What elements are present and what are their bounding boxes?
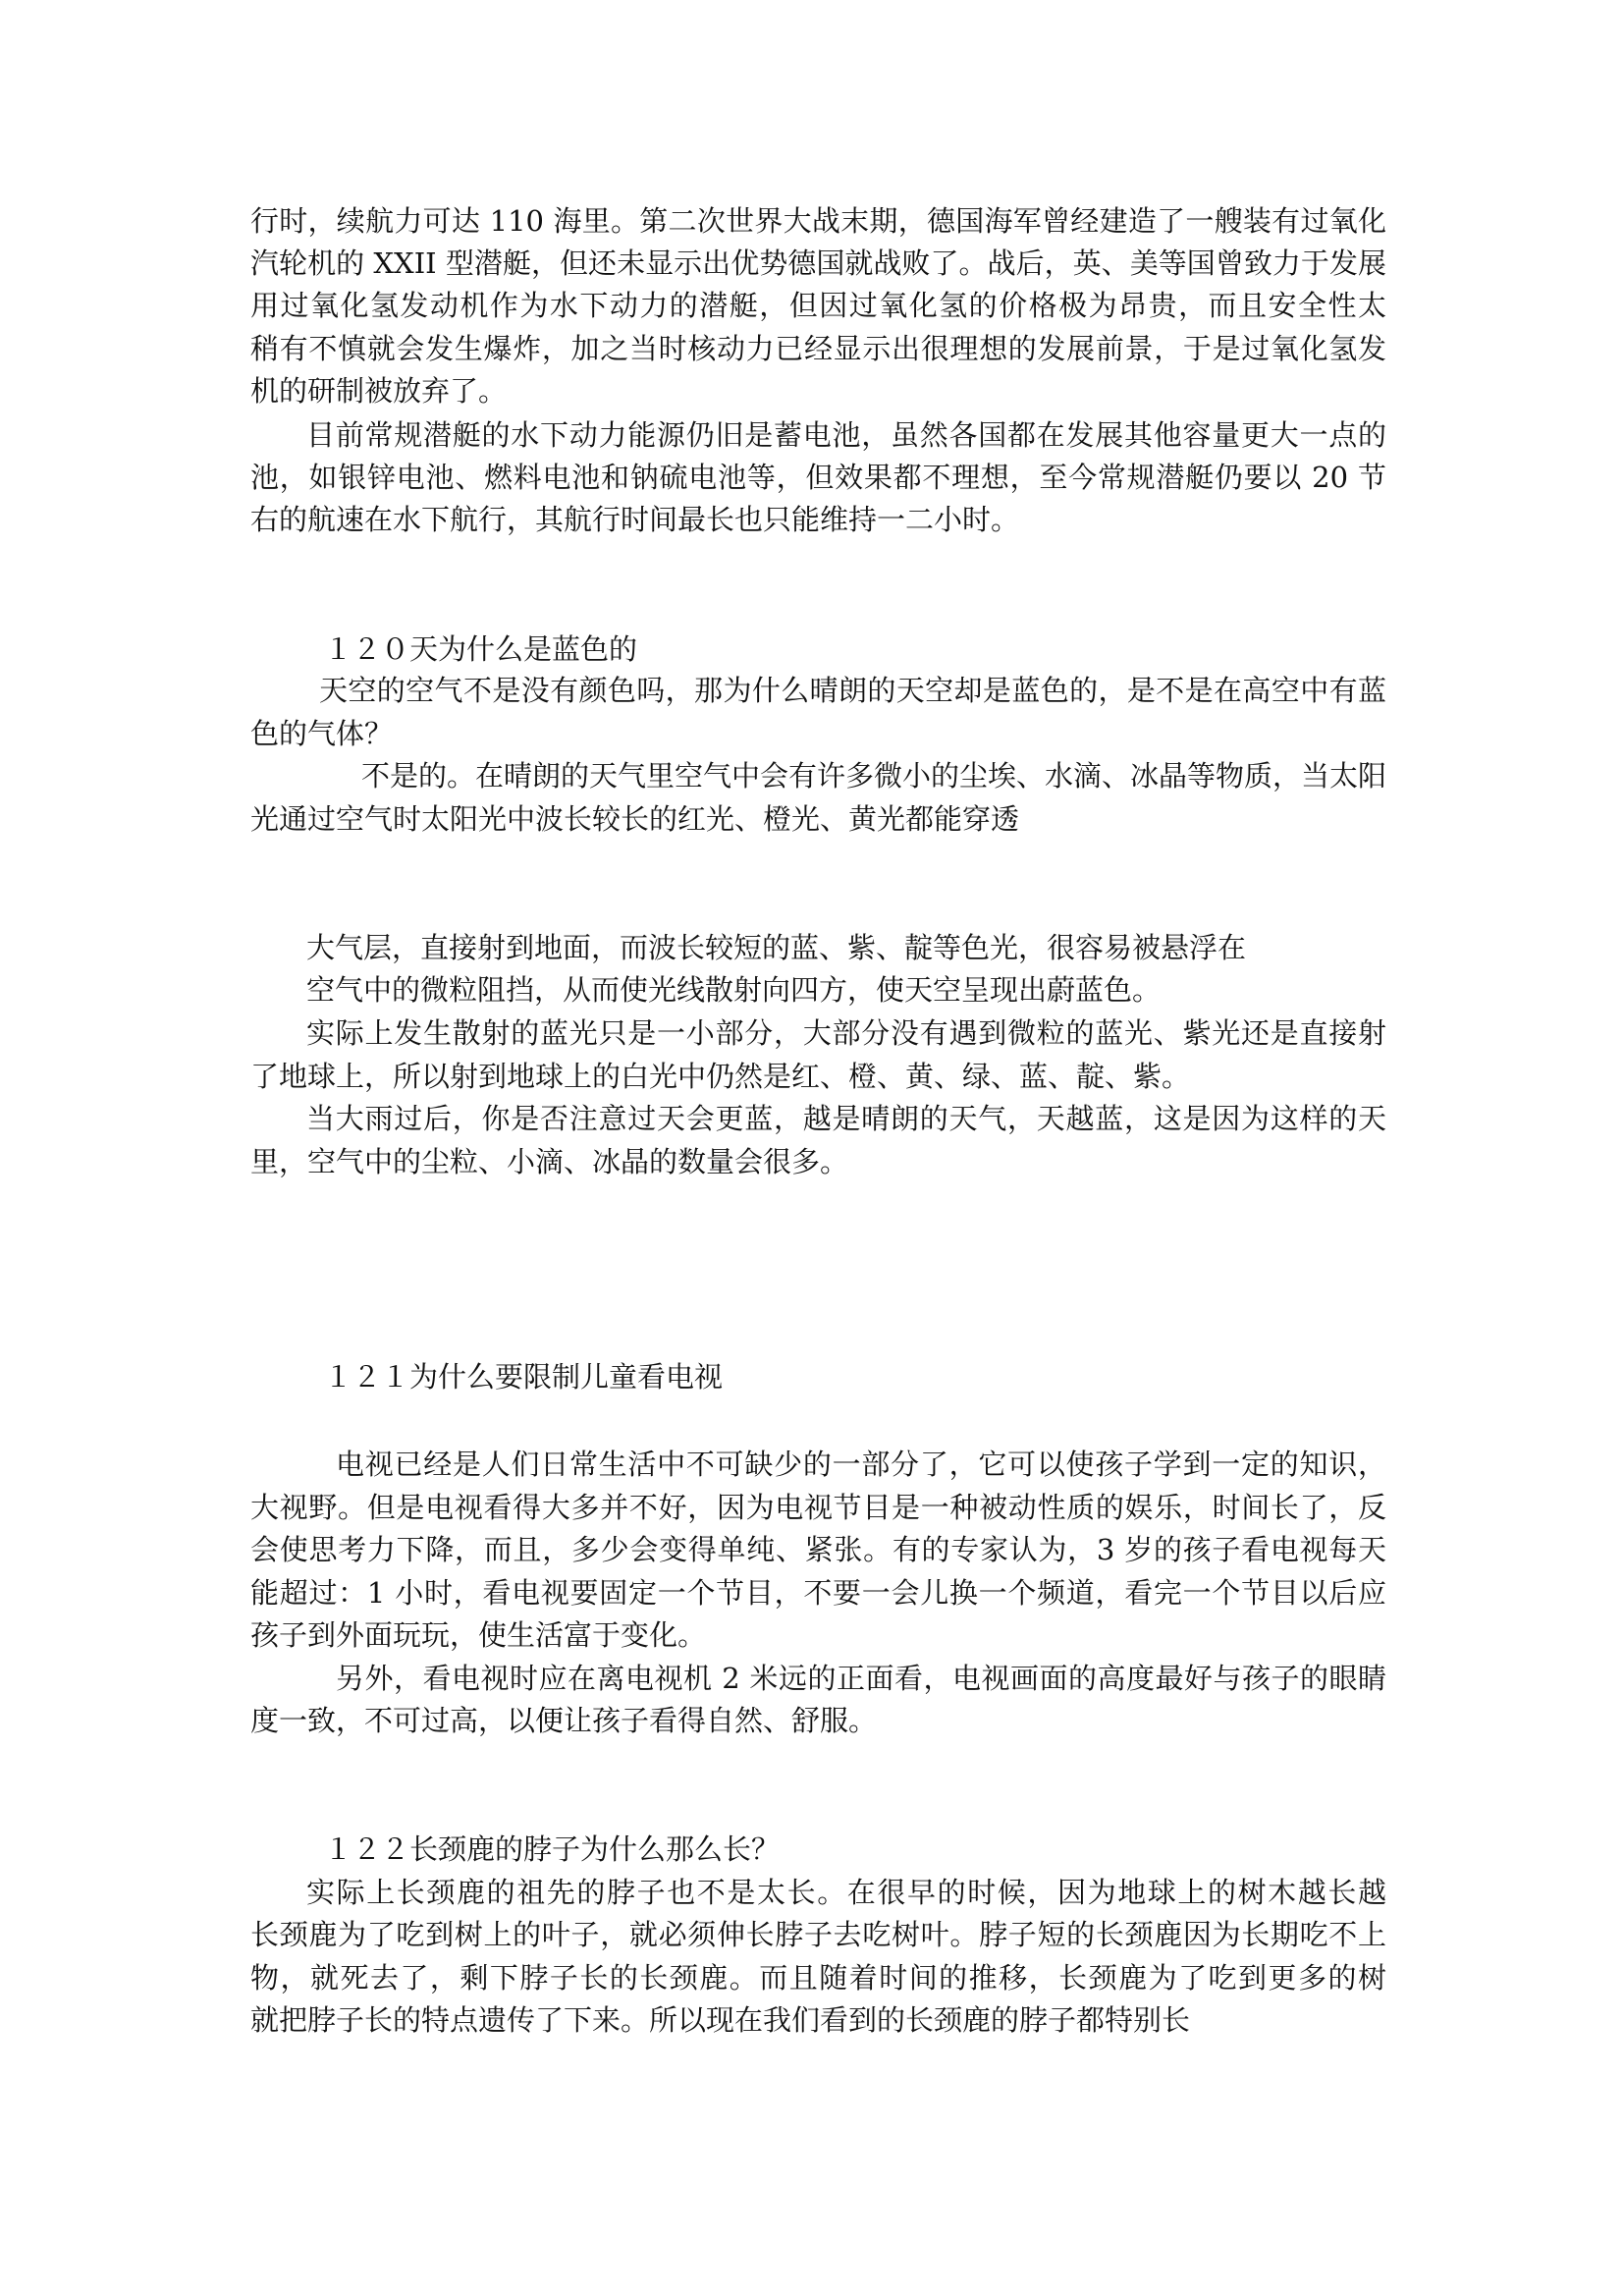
paragraph-line: 右的航速在水下航行，其航行时间最长也只能维持一二小时。 <box>250 503 1020 536</box>
section-heading: １２０天为什么是蓝色的 <box>324 632 638 666</box>
paragraph-line: 里，空气中的尘粒、小滴、冰晶的数量会很多。 <box>250 1145 849 1178</box>
paragraph-line: 目前常规潜艇的水下动力能源仍旧是蓄电池，虽然各国都在发展其他容量更大一点的 <box>306 418 1386 452</box>
paragraph-line: 稍有不慎就会发生爆炸，加之当时核动力已经显示出很理想的发展前景，于是过氧化氢发 <box>250 332 1386 365</box>
paragraph-line: 大视野。但是电视看得大多并不好，因为电视节目是一种被动性质的娱乐，时间长了，反 <box>250 1491 1386 1524</box>
paragraph-line: 行时，续航力可达 110 海里。第二次世界大战末期，德国海军曾经建造了一艘装有过氧化 <box>250 204 1386 238</box>
paragraph-line: 空气中的微粒阻挡，从而使光线散射向四方，使天空呈现出蔚蓝色。 <box>306 973 1162 1007</box>
paragraph-line: 汽轮机的 XXII 型潜艇，但还未显示出优势德国就战败了。战后，英、美等国曾致力于发展 <box>250 246 1386 280</box>
paragraph-line: 实际上发生散射的蓝光只是一小部分，大部分没有遇到微粒的蓝光、紫光还是直接射 <box>306 1016 1386 1050</box>
paragraph-line: 色的气体？ <box>250 717 394 750</box>
paragraph-line: 光通过空气时太阳光中波长较长的红光、橙光、黄光都能穿透 <box>250 802 1020 836</box>
paragraph-line: 度一致，不可过高，以便让孩子看得自然、舒服。 <box>250 1704 878 1737</box>
paragraph-line: 不是的。在晴朗的天气里空气中会有许多微小的尘埃、水滴、冰晶等物质，当太阳 <box>361 759 1386 793</box>
paragraph-line: 实际上长颈鹿的祖先的脖子也不是太长。在很早的时候，因为地球上的树木越长越 <box>306 1876 1386 1909</box>
paragraph-line: 能超过：1 小时，看电视要固定一个节目，不要一会儿换一个频道，看完一个节目以后应 <box>250 1576 1386 1610</box>
paragraph-line: 会使思考力下降，而且，多少会变得单纯、紧张。有的专家认为，3 岁的孩子看电视每天 <box>250 1533 1386 1566</box>
paragraph-line: 长颈鹿为了吃到树上的叶子，就必须伸长脖子去吃树叶。脖子短的长颈鹿因为长期吃不上 <box>250 1918 1386 1951</box>
paragraph-line: 另外，看电视时应在离电视机 2 米远的正面看，电视画面的高度最好与孩子的眼睛 <box>336 1662 1386 1695</box>
paragraph-line: 用过氧化氢发动机作为水下动力的潜艇，但因过氧化氢的价格极为昂贵，而且安全性太 <box>250 289 1386 322</box>
section-heading: １２２长颈鹿的脖子为什么那么长？ <box>324 1832 781 1866</box>
paragraph-line: 当大雨过后，你是否注意过天会更蓝，越是晴朗的天气，天越蓝，这是因为这样的天 <box>306 1102 1386 1135</box>
section-heading: １２１为什么要限制儿童看电视 <box>324 1360 724 1394</box>
paragraph-line: 孩子到外面玩玩，使生活富于变化。 <box>250 1618 707 1652</box>
paragraph-line: 了地球上，所以射到地球上的白光中仍然是红、橙、黄、绿、蓝、靛、紫。 <box>250 1060 1191 1093</box>
paragraph-line: 就把脖子长的特点遗传了下来。所以现在我们看到的长颈鹿的脖子都特别长 <box>250 2003 1191 2037</box>
paragraph-line: 物，就死去了，剩下脖子长的长颈鹿。而且随着时间的推移，长颈鹿为了吃到更多的树 <box>250 1961 1386 1995</box>
paragraph-line: 大气层，直接射到地面，而波长较短的蓝、紫、靛等色光，很容易被悬浮在 <box>306 931 1247 964</box>
paragraph-line: 天空的空气不是没有颜色吗，那为什么晴朗的天空却是蓝色的，是不是在高空中有蓝 <box>319 674 1386 707</box>
paragraph-line: 池，如银锌电池、燃料电池和钠硫电池等，但效果都不理想，至今常规潜艇仍要以 20 节 <box>250 461 1386 494</box>
paragraph-line: 机的研制被放弃了。 <box>250 374 508 408</box>
paragraph-line: 电视已经是人们日常生活中不可缺少的一部分了，它可以使孩子学到一定的知识， <box>336 1448 1386 1481</box>
